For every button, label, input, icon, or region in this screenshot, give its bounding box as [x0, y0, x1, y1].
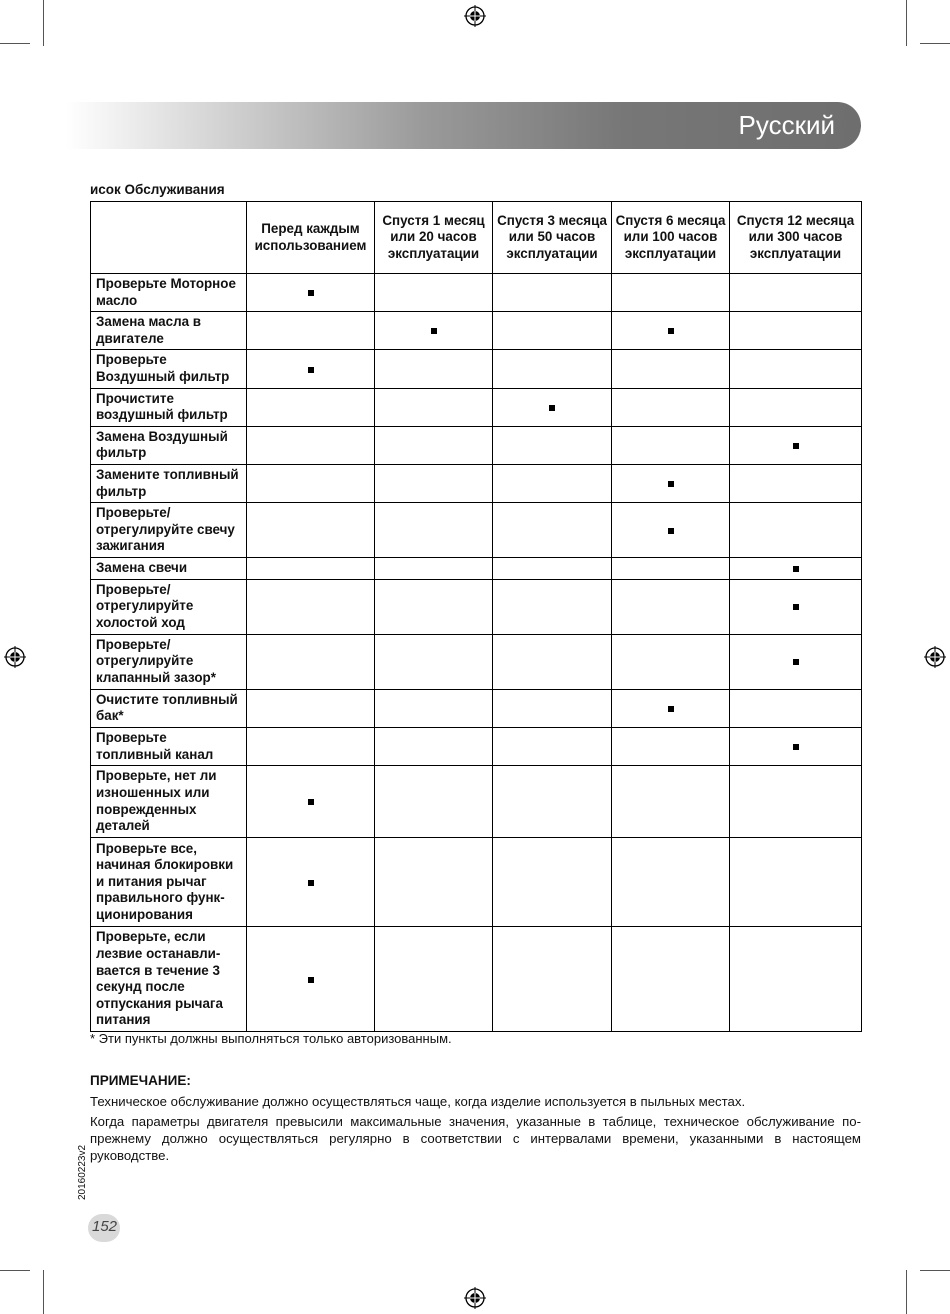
task-column-header: [91, 202, 247, 274]
schedule-cell: [493, 558, 612, 580]
table-row: [91, 766, 862, 838]
schedule-cell: [612, 426, 730, 464]
schedule-cell: [493, 274, 612, 312]
registration-mark-icon: [4, 646, 26, 668]
square-bullet-icon: [668, 706, 674, 712]
footnote: * Эти пункты должны выполняться только авторизованным.: [90, 1031, 452, 1046]
crop-mark: [906, 1270, 907, 1314]
schedule-cell: [247, 727, 375, 765]
table-row: [91, 634, 862, 689]
schedule-cell: [730, 766, 862, 838]
schedule-cell: [247, 464, 375, 502]
crop-mark: [43, 0, 44, 46]
schedule-cell: [493, 464, 612, 502]
schedule-cell: [730, 350, 862, 388]
document-code: 20160223v2: [77, 1144, 88, 1200]
crop-mark: [920, 1270, 950, 1271]
language-banner: [66, 102, 861, 149]
table-row: [91, 312, 862, 350]
schedule-cell: [375, 558, 493, 580]
note-paragraph: Техническое обслуживание должно осуществляться чаще, когда изделие используется в пыльных местах.: [90, 1094, 746, 1109]
schedule-cell: [612, 727, 730, 765]
schedule-cell: [493, 579, 612, 634]
table-row: [91, 689, 862, 727]
table-row: [91, 274, 862, 312]
schedule-cell: [730, 634, 862, 689]
schedule-cell: [375, 274, 493, 312]
schedule-cell: [730, 689, 862, 727]
square-bullet-icon: [308, 977, 314, 983]
table-header-row: [91, 202, 862, 274]
schedule-cell: [612, 579, 730, 634]
schedule-cell: [612, 312, 730, 350]
crop-mark: [0, 1270, 30, 1271]
schedule-cell: [612, 388, 730, 426]
registration-mark-icon: [924, 646, 946, 668]
schedule-cell: [247, 503, 375, 558]
schedule-cell: [612, 838, 730, 927]
schedule-cell: [375, 579, 493, 634]
schedule-cell: [493, 689, 612, 727]
table-row: [91, 464, 862, 502]
schedule-cell: [730, 426, 862, 464]
table-row: [91, 927, 862, 1032]
task-cell: Проверьте, нет ли изношенных или поврежденных деталей: [91, 766, 247, 838]
schedule-cell: [493, 503, 612, 558]
schedule-cell: [493, 388, 612, 426]
schedule-cell: [612, 689, 730, 727]
schedule-cell: [375, 464, 493, 502]
crop-mark: [906, 0, 907, 46]
schedule-cell: [730, 274, 862, 312]
schedule-cell: [730, 312, 862, 350]
square-bullet-icon: [793, 659, 799, 665]
schedule-cell: [493, 727, 612, 765]
task-cell: Проверьте, если лезвие останавли-вается в течение 3 секунд после отпускания рычага питания: [91, 927, 247, 1032]
schedule-cell: [375, 350, 493, 388]
schedule-cell: [247, 350, 375, 388]
schedule-cell: [247, 426, 375, 464]
schedule-cell: [247, 579, 375, 634]
schedule-cell: [612, 464, 730, 502]
task-cell: Проверьте/ отрегулируйте свечу зажигания: [91, 503, 247, 558]
task-cell: Очистите топливный бак*: [91, 689, 247, 727]
column-header: Спустя 1 месяц или 20 часов эксплуатации: [375, 202, 493, 274]
schedule-cell: [730, 388, 862, 426]
schedule-cell: [730, 558, 862, 580]
schedule-cell: [375, 634, 493, 689]
schedule-cell: [612, 350, 730, 388]
table-row: [91, 388, 862, 426]
schedule-cell: [730, 579, 862, 634]
schedule-cell: [493, 634, 612, 689]
crop-mark: [920, 43, 950, 44]
schedule-cell: [247, 689, 375, 727]
task-cell: Проверьте/ отрегулируйте клапанный зазор*: [91, 634, 247, 689]
task-cell: Проверьте Моторное масло: [91, 274, 247, 312]
schedule-cell: [375, 727, 493, 765]
schedule-cell: [730, 464, 862, 502]
square-bullet-icon: [431, 328, 437, 334]
schedule-cell: [247, 634, 375, 689]
square-bullet-icon: [668, 481, 674, 487]
square-bullet-icon: [668, 328, 674, 334]
square-bullet-icon: [793, 744, 799, 750]
schedule-cell: [375, 503, 493, 558]
note-title: ПРИМЕЧАНИЕ:: [90, 1073, 191, 1088]
language-label: Русский: [738, 110, 835, 140]
maintenance-schedule-table: [90, 201, 862, 1032]
schedule-cell: [612, 766, 730, 838]
schedule-cell: [247, 312, 375, 350]
square-bullet-icon: [668, 528, 674, 534]
square-bullet-icon: [308, 367, 314, 373]
schedule-cell: [612, 634, 730, 689]
task-cell: Проверьте Воздушный фильтр: [91, 350, 247, 388]
schedule-cell: [612, 503, 730, 558]
square-bullet-icon: [549, 405, 555, 411]
table-row: [91, 558, 862, 580]
task-cell: Проверьте/ отрегулируйте холостой ход: [91, 579, 247, 634]
schedule-cell: [247, 766, 375, 838]
schedule-cell: [730, 838, 862, 927]
schedule-cell: [493, 350, 612, 388]
schedule-cell: [493, 838, 612, 927]
column-header: Перед каждым использованием: [247, 202, 375, 274]
schedule-cell: [247, 838, 375, 927]
schedule-cell: [375, 838, 493, 927]
table-row: [91, 579, 862, 634]
column-header: Спустя 12 месяца или 300 часов эксплуатации: [730, 202, 862, 274]
note-paragraph: Когда параметры двигателя превысили максимальные значения, указанные в таблице, техническое обслуживание по-прежнему должно осуществляться регулярно в соответствии с интервалами времени, указанными в настоящем руководстве.: [90, 1114, 861, 1163]
task-cell: Проверьте топливный канал: [91, 727, 247, 765]
schedule-cell: [730, 727, 862, 765]
schedule-cell: [375, 312, 493, 350]
registration-mark-icon: [464, 5, 486, 27]
registration-mark-icon: [464, 1287, 486, 1309]
crop-mark: [0, 43, 30, 44]
square-bullet-icon: [793, 443, 799, 449]
schedule-cell: [493, 766, 612, 838]
crop-mark: [43, 1270, 44, 1314]
schedule-cell: [493, 312, 612, 350]
square-bullet-icon: [793, 566, 799, 572]
task-cell: Замена свечи: [91, 558, 247, 580]
task-cell: Замените топливный фильтр: [91, 464, 247, 502]
schedule-cell: [247, 274, 375, 312]
column-header: Спустя 3 месяца или 50 часов эксплуатации: [493, 202, 612, 274]
square-bullet-icon: [793, 604, 799, 610]
schedule-cell: [247, 558, 375, 580]
task-cell: Прочистите воздушный фильтр: [91, 388, 247, 426]
schedule-cell: [375, 927, 493, 1032]
schedule-cell: [493, 426, 612, 464]
task-cell: Замена масла в двигателе: [91, 312, 247, 350]
schedule-cell: [375, 426, 493, 464]
task-cell: Замена Воздушный фильтр: [91, 426, 247, 464]
square-bullet-icon: [308, 290, 314, 296]
schedule-cell: [612, 558, 730, 580]
schedule-cell: [730, 927, 862, 1032]
schedule-cell: [612, 927, 730, 1032]
table-row: [91, 503, 862, 558]
table-row: [91, 727, 862, 765]
section-title: исок Обслуживания: [90, 182, 225, 197]
schedule-cell: [375, 689, 493, 727]
schedule-cell: [247, 388, 375, 426]
schedule-cell: [247, 927, 375, 1032]
schedule-cell: [375, 766, 493, 838]
square-bullet-icon: [308, 880, 314, 886]
table-row: [91, 350, 862, 388]
schedule-cell: [493, 927, 612, 1032]
table-row: [91, 838, 862, 927]
schedule-cell: [612, 274, 730, 312]
table-row: [91, 426, 862, 464]
schedule-cell: [730, 503, 862, 558]
square-bullet-icon: [308, 799, 314, 805]
column-header: Спустя 6 месяца или 100 часов эксплуатации: [612, 202, 730, 274]
schedule-cell: [375, 388, 493, 426]
page-number: 152: [92, 1218, 118, 1235]
task-cell: Проверьте все, начиная блокировки и питания рычаг правильного функ-ционирования: [91, 838, 247, 927]
